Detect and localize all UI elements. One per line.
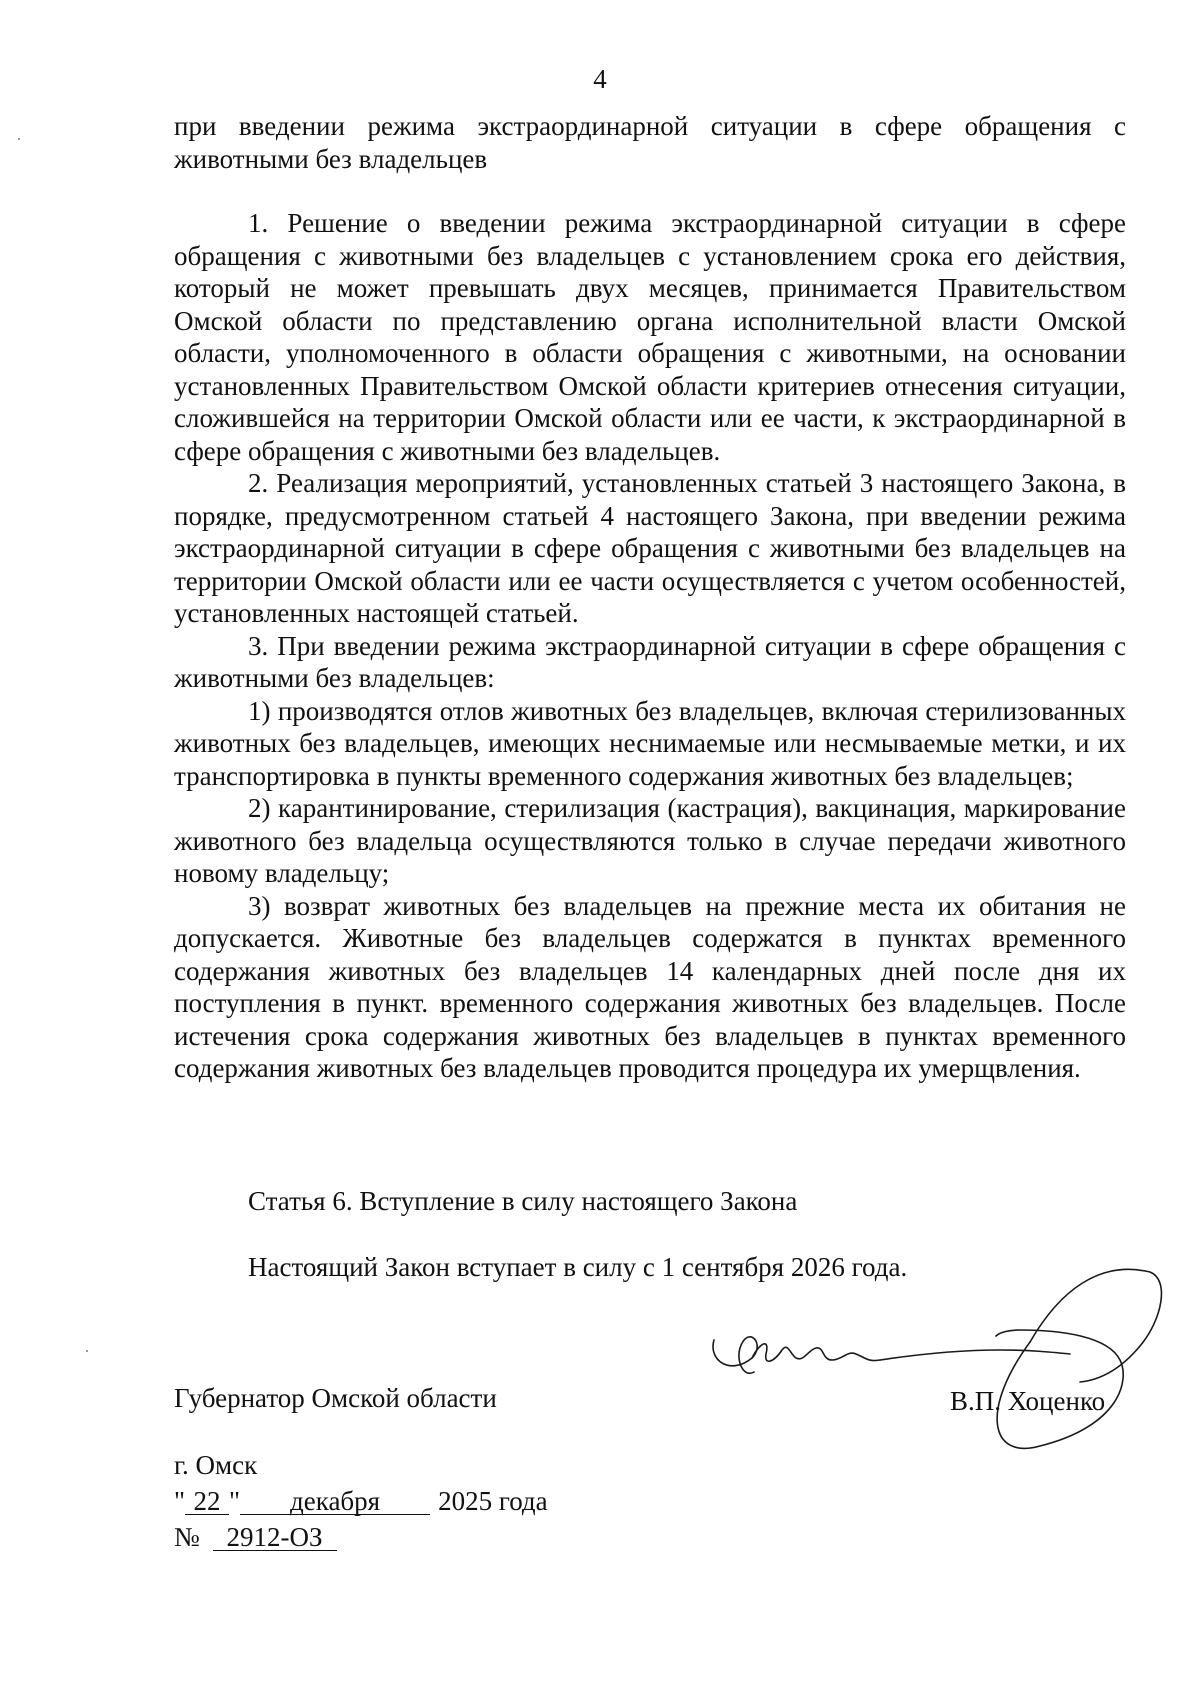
place-city: г. Омск: [174, 1450, 258, 1480]
date-day: 22: [185, 1488, 229, 1515]
governor-name: В.П. Хоценко: [950, 1386, 1106, 1416]
subparagraph-3: 3) возврат животных без владельцев на прежние места их обитания не допускается. Животные без владельцев содержатся в пунктах временного содержания животных без владельцев 14 календарных дней после дня их поступления в пункт. временного содержания животных без владельцев. После истечения срока содержания животных без владельцев в пунктах временного содержания животных без владельцев проводится процедура их умерщвления.: [174, 890, 1126, 1083]
paragraph-3: 3. При введении режима экстраординарной ситуации в сфере обращения с животными без владельцев:: [174, 630, 1126, 693]
article-5-text: [174, 110, 1126, 1085]
law-number-value: 2912-ОЗ: [213, 1524, 337, 1551]
page-number: 4: [593, 64, 607, 94]
governor-title: Губернатор Омской области: [174, 1383, 497, 1413]
date-quote-open: ": [174, 1486, 186, 1516]
paragraph-1: 1. Решение о введении режима экстраординарной ситуации в сфере обращения с животными без владельцев с установлением срока его действия, который не может превышать двух месяцев, принимается Правительством Омской области по представлению органа исполнительной власти Омской области, уполномоченного в области обращения с животными, на основании установленных Правительством Омской области критериев отнесения ситуации, сложившейся на территории Омской области или ее части, к экстраординарной в сфере обращения с животными без владельцев.: [174, 208, 1126, 466]
subparagraph-1: 1) производятся отлов животных без владельцев, включая стерилизованных животных без владельцев, имеющих неснимаемые или несмываемые метки, и их транспортировка в пункты временного содержания животных без владельцев;: [174, 695, 1126, 791]
signing-date: [174, 1484, 548, 1518]
date-quote-close: ": [229, 1486, 241, 1516]
scan-speck: [86, 1350, 88, 1352]
paragraph-2: 2. Реализация мероприятий, установленных статьей 3 настоящего Закона, в порядке, предусмотренном статьей 4 настоящего Закона, при введении режима экстраординарной ситуации в сфере обращения с животными без владельцев на территории Омской области или ее части осуществляется с учетом особенностей, установленных настоящей статьей.: [174, 468, 1126, 628]
date-year: 2025 года: [438, 1486, 548, 1516]
number-sign: №: [174, 1522, 200, 1552]
law-number: [174, 1520, 337, 1554]
article-6-body: Настоящий Закон вступает в силу с 1 сентября 2026 года.: [248, 1252, 908, 1282]
subparagraph-2: 2) карантинирование, стерилизация (кастрация), вакцинация, маркирование животного без владельца осуществляются только в случае передачи животного новому владельцу;: [174, 793, 1126, 888]
article-6-heading: Статья 6. Вступление в силу настоящего Закона: [248, 1186, 798, 1216]
article-5-title-continuation: при введении режима экстраординарной ситуации в сфере обращения с животными без владельцев: [174, 111, 1126, 174]
scan-speck: [18, 138, 20, 140]
date-month: декабря: [240, 1488, 430, 1515]
handwritten-signature: [700, 1250, 1170, 1450]
